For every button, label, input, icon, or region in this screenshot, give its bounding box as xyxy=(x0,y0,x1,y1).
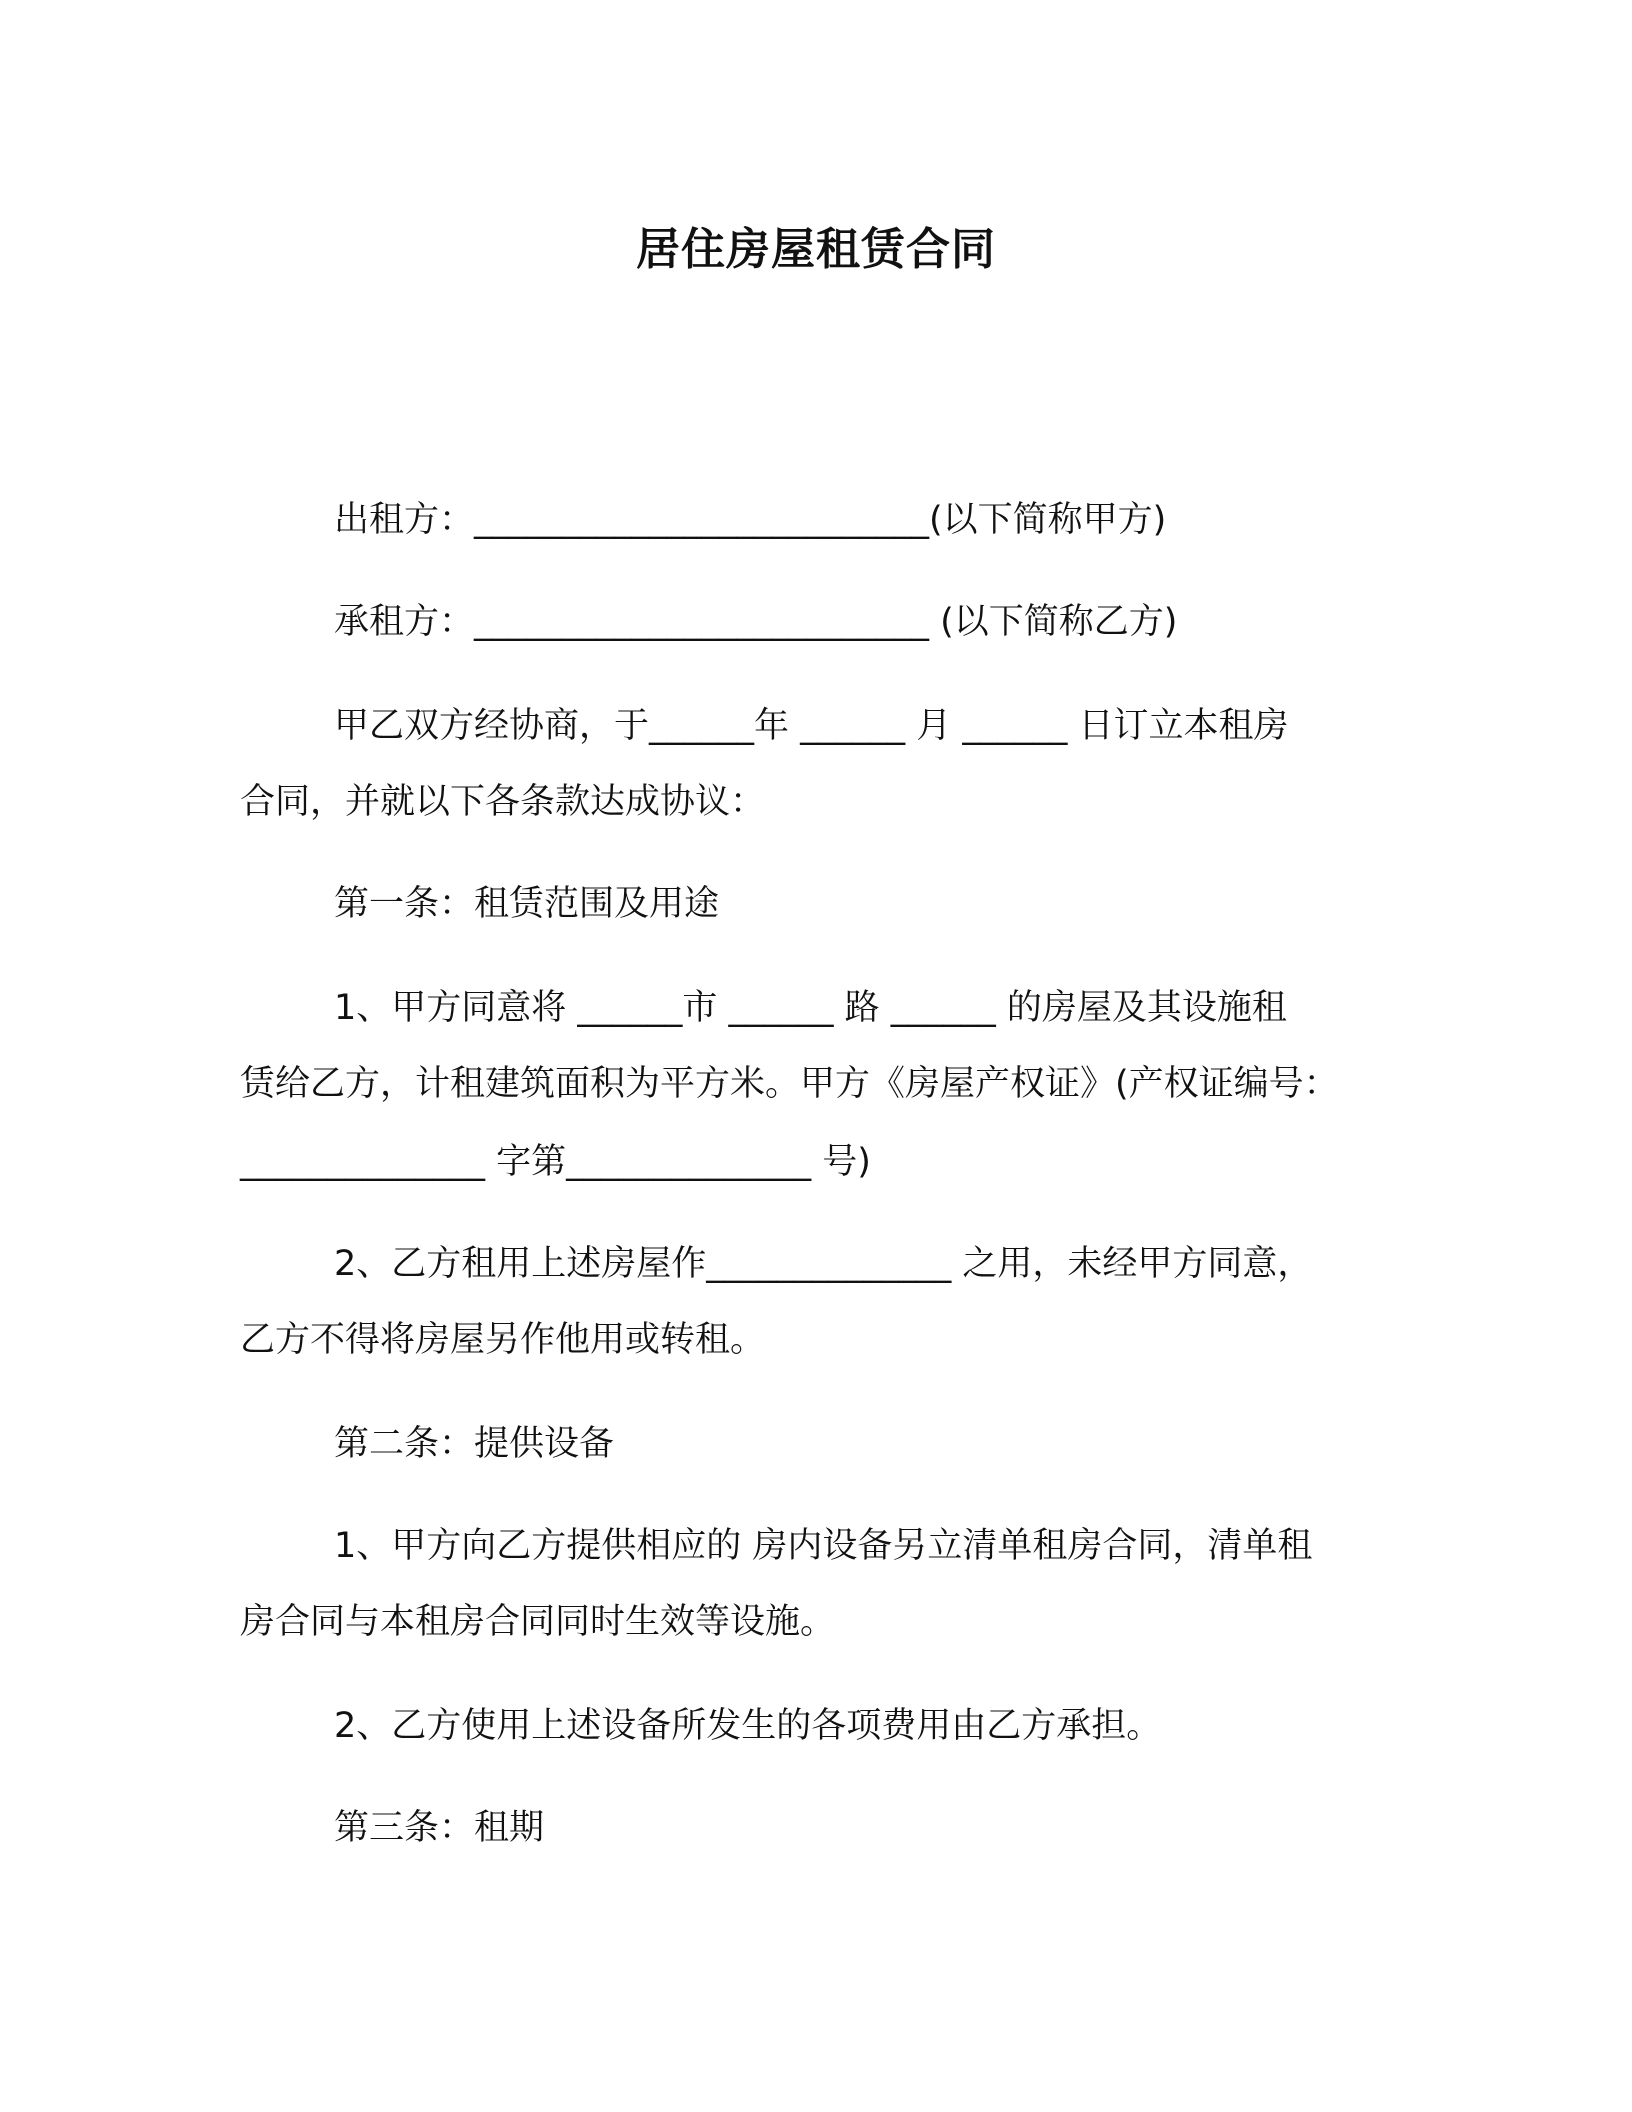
article-1-clause-2-line-2: 乙方不得将房屋另作他用或转租。 xyxy=(240,1320,766,1360)
lessor-line: 出租方：__________________________(以下简称甲方) xyxy=(334,500,1167,540)
article-1-clause-1-line-2: 赁给乙方，计租建筑面积为平方米。甲方《房屋产权证》(产权证编号： xyxy=(240,1064,1339,1104)
agreement-intro-line-1: 甲乙双方经协商，于______年 ______ 月 ______ 日订立本租房 xyxy=(334,706,1289,746)
article-2-heading: 第二条：提供设备 xyxy=(334,1424,615,1464)
article-1-clause-2-line-1: 2、乙方租用上述房屋作______________ 之用，未经甲方同意， xyxy=(334,1244,1313,1284)
document-title: 居住房屋租赁合同 xyxy=(636,224,996,275)
article-1-clause-1-line-3: ______________ 字第______________ 号) xyxy=(240,1142,871,1182)
lessee-line: 承租方：__________________________ (以下简称乙方) xyxy=(334,602,1178,642)
article-3-heading: 第三条：租期 xyxy=(334,1808,545,1848)
article-2-clause-1-line-1: 1、甲方向乙方提供相应的 房内设备另立清单租房合同，清单租 xyxy=(334,1526,1313,1566)
article-1-clause-1-line-1: 1、甲方同意将 ______市 ______ 路 ______ 的房屋及其设施租 xyxy=(334,988,1287,1028)
article-2-clause-1-line-2: 房合同与本租房合同同时生效等设施。 xyxy=(240,1602,836,1642)
agreement-intro-line-2: 合同，并就以下各条款达成协议： xyxy=(240,782,766,822)
article-2-clause-2: 2、乙方使用上述设备所发生的各项费用由乙方承担。 xyxy=(334,1706,1162,1746)
article-1-heading: 第一条：租赁范围及用途 xyxy=(334,884,720,924)
